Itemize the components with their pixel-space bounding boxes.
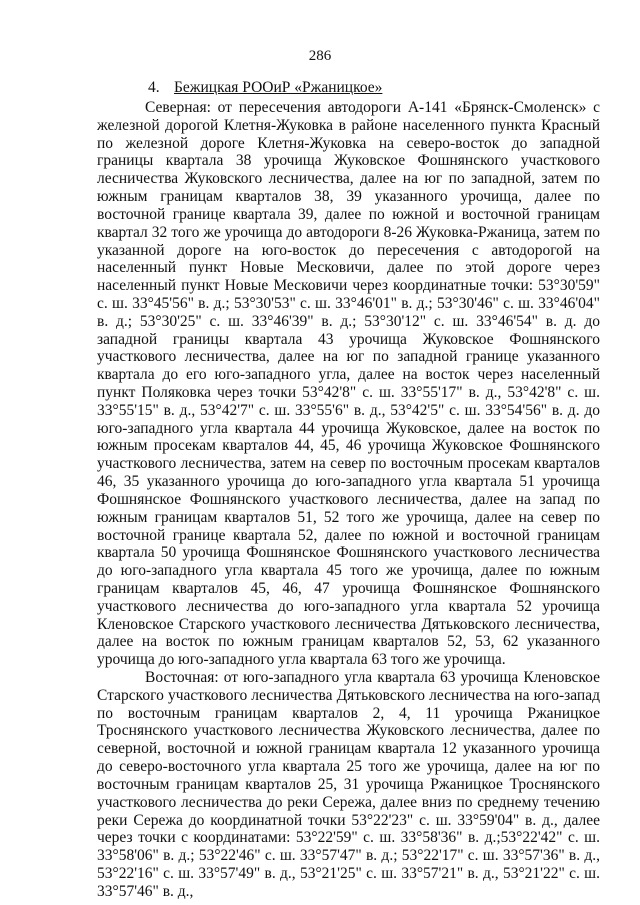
- document-body: [97, 99, 600, 901]
- section-title: Бежицкая РООиР «Ржаницкое»: [174, 79, 383, 96]
- section-heading: [148, 79, 382, 97]
- paragraph-north-boundary: Северная: от пересечения автодороги А-141 «Брянск-Смоленск» с железной дорогой Клетня-Жуковка в районе населенного пункта Красный по железной дороге Клетня-Жуковка на северо-восток до западной границы квартала 38 урочища Жуковское Фошнянского участкового лесничества Жуковского лесничества, далее на юг по западной, затем по южным границам кварталов 38, 39 указанного урочища, далее по восточной границе квартала 39, далее по южной и восточной границам квартал 32 того же урочища до автодороги 8-26 Жуковка-Ржаница, затем по указанной дороге на юго-восток до пересечения с автодорогой на населенный пункт Новые Месковичи, далее по этой дороге через населенный пункт Новые Месковичи через координатные точки: 53°30'59" с. ш. 33°45'56" в. д.; 53°30'53" с. ш. 33°46'01" в. д.; 53°30'46" с. ш. 33°46'04" в. д.; 53°30'25" с. ш. 33°46'39" в. д.; 53°30'12" с. ш. 33°46'54" в. д. до западной границы квартала 43 урочища Жуковское Фошнянского участкового лесничества, далее на юг по западной границе указанного квартала до его юго-западного угла, далее на восток через населенный пункт Поляковка через точки 53°42'8" с. ш. 33°55'17" в. д., 53°42'8" с. ш. 33°55'15" в. д., 53°42'7" с. ш. 33°55'6" в. д., 53°42'5" с. ш. 33°54'56" в. д. до юго-западного угла квартала 44 урочища Жуковское, далее на восток по южным просекам кварталов 44, 45, 46 урочища Жуковское Фошнянского участкового лесничества, затем на север по восточным просекам кварталов 46, 35 указанного урочища до юго-западного угла квартала 51 урочища Фошнянское Фошнянского участкового лесничества, далее на запад по южным границам кварталов 51, 52 того же урочища, далее на север по восточной границе квартала 52, далее по южной и восточной границам квартала 50 урочища Фошнянское Фошнянского участкового лесничества до юго-западного угла квартала 45 того же урочища, далее по южным границам кварталов 45, 46, 47 урочища Фошнянское Фошнянского участкового лесничества до юго-западного угла квартала 52 урочища Кленовское Старского участкового лесничества Дятьковского лесничества, далее на восток по южным границам кварталов 52, 53, 62 указанного урочища до юго-западного угла квартала 63 того же урочища.: [97, 99, 600, 669]
- paragraph-east-boundary: Восточная: от юго-западного угла квартала 63 урочища Кленовское Старского участкового лесничества Дятьковского лесничества на юго-запад по восточным границам кварталов 2, 4, 11 урочища Ржаницкое Троснянского участкового лесничества Жуковского лесничества, далее по северной, восточной и южной границам квартала 12 указанного урочища до северо-восточного угла квартала 25 того же урочища, далее на юг по восточным границам кварталов 25, 31 урочища Ржаницкое Троснянского участкового лесничества до реки Сережа, далее вниз по среднему течению реки Сережа до координатной точки 53°22'23" с. ш. 33°59'04" в. д., далее через точки с координатами: 53°22'59" с. ш. 33°58'36" в. д.;53°22'42" с. ш. 33°58'06" в. д.; 53°22'46" с. ш. 33°57'47" в. д.; 53°22'17" с. ш. 33°57'36" в. д., 53°22'16" с. ш. 33°57'49" в. д., 53°21'25" с. ш. 33°57'21" в. д., 53°21'22" с. ш. 33°57'46" в. д.,: [97, 669, 600, 900]
- section-number: 4.: [148, 79, 160, 96]
- page-number: 286: [308, 48, 332, 64]
